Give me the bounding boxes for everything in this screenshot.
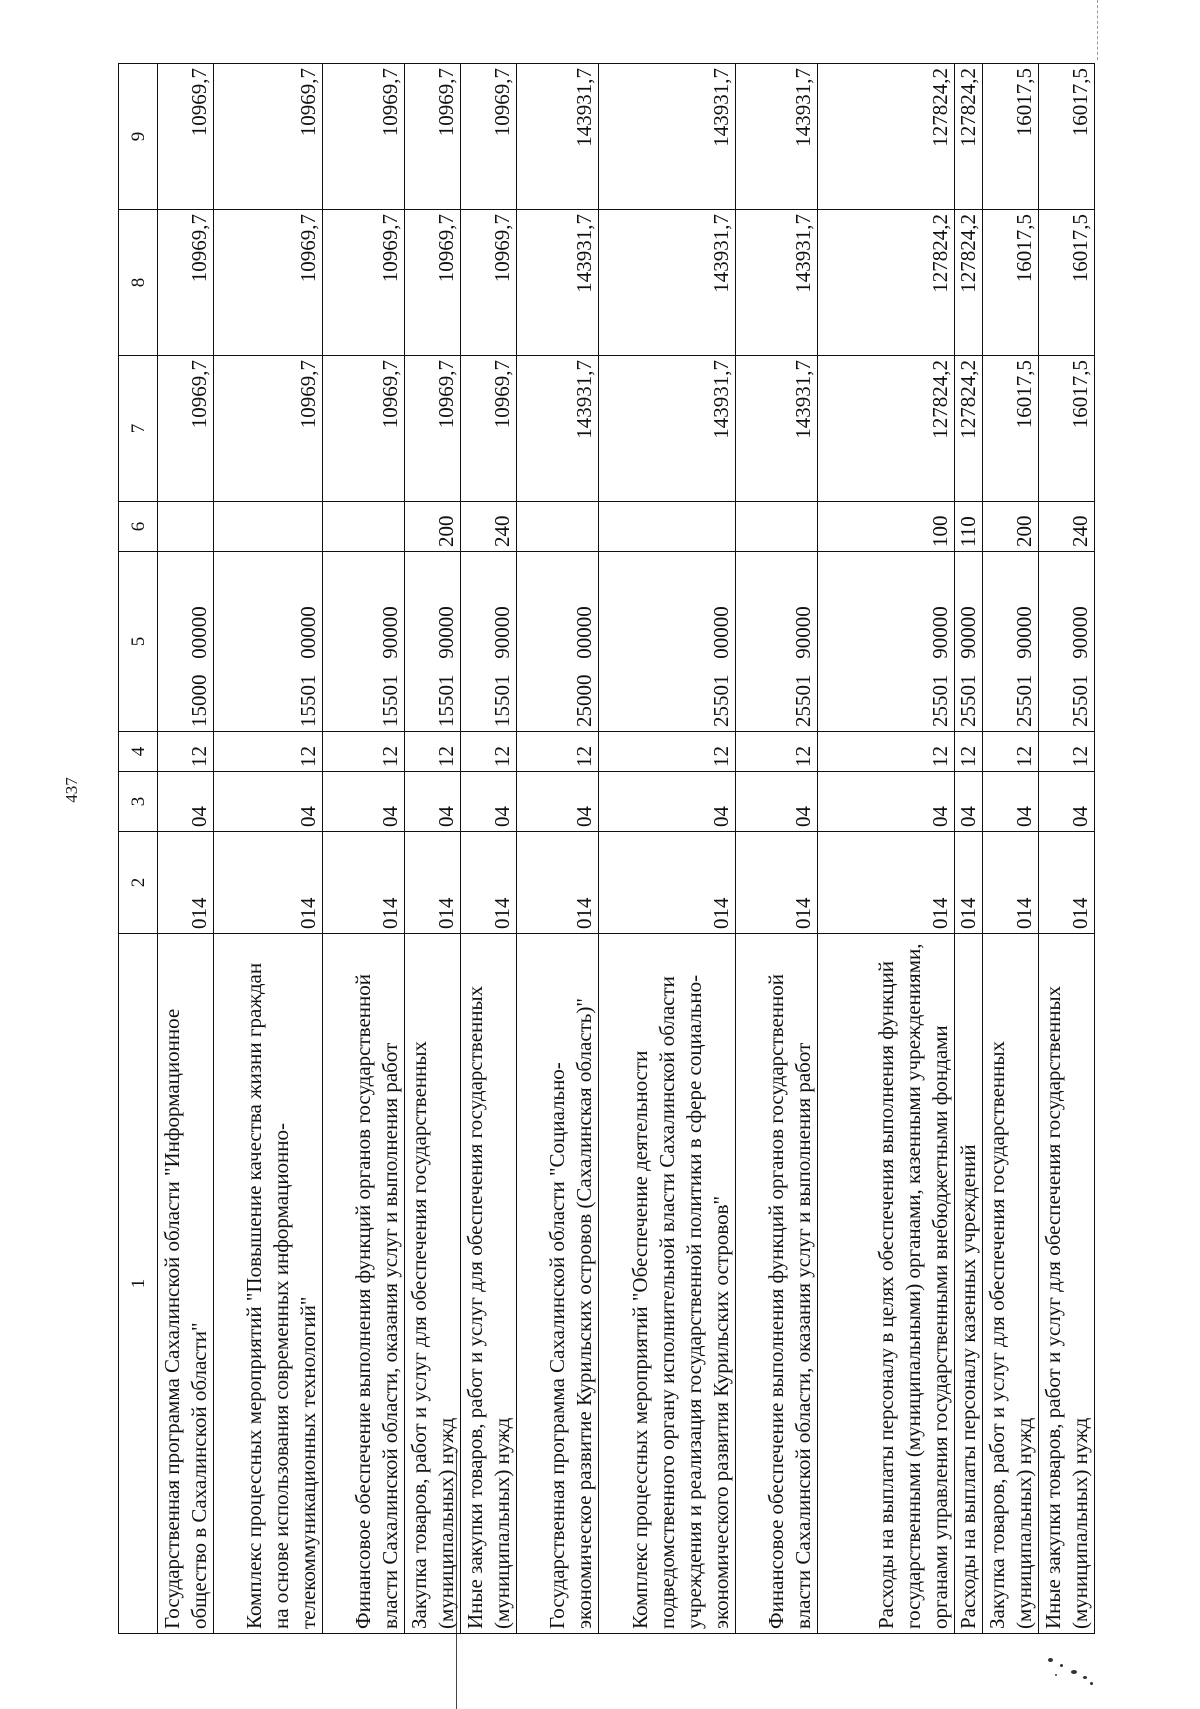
cell-amount-col8: 127824,2 [818,210,955,356]
cell-amount-col7: 10969,7 [461,356,517,502]
cell-amount-col7: 10969,7 [213,356,323,502]
row-name: Государственная программа Сахалинской области "Социально-экономическое развитие Курильских островов (Сахалинская область)" [516,934,598,1634]
cell-section: 04 [983,772,1039,832]
scan-speckle [1055,1674,1057,1676]
table-row [599,64,736,1634]
cell-expense-type [516,502,598,552]
cell-section: 04 [516,772,598,832]
table-header-row [119,64,158,1634]
cell-amount-col9: 127824,2 [954,64,982,210]
cell-section: 04 [1039,772,1095,832]
table-row [818,64,955,1634]
scan-speckle [1090,1682,1093,1685]
row-name: Финансовое обеспечение выполнения функций органов государственной власти Сахалинской области, оказания услуг и выполнения работ [323,934,405,1634]
cell-amount-col8: 16017,5 [1039,210,1095,356]
cell-amount-col7: 143931,7 [735,356,817,502]
cell-amount-col7: 10969,7 [405,356,461,502]
cell-amount-col8: 143931,7 [516,210,598,356]
cell-subsection: 12 [158,732,214,772]
page-number: 437 [62,777,81,803]
cell-expense-type: 200 [983,502,1039,552]
cell-target-article: 25501 90000 [735,552,817,732]
cell-amount-col9: 10969,7 [461,64,517,210]
cell-admin-code: 014 [461,832,517,934]
cell-expense-type: 240 [1039,502,1095,552]
table-row [1039,64,1095,1634]
cell-admin-code: 014 [735,832,817,934]
cell-subsection: 12 [405,732,461,772]
column-header: 4 [119,732,158,772]
cell-amount-col8: 16017,5 [983,210,1039,356]
cell-amount-col8: 10969,7 [213,210,323,356]
scan-speckle [1071,1670,1077,1674]
cell-expense-type [599,502,736,552]
column-header: 8 [119,210,158,356]
cell-section: 04 [954,772,982,832]
cell-target-article: 15501 00000 [213,552,323,732]
cell-expense-type: 200 [405,502,461,552]
cell-amount-col9: 143931,7 [599,64,736,210]
table-row [213,64,323,1634]
cell-target-article: 25501 90000 [983,552,1039,732]
cell-amount-col9: 16017,5 [1039,64,1095,210]
cell-amount-col9: 10969,7 [405,64,461,210]
table-row [461,64,517,1634]
row-name: Иные закупки товаров, работ и услуг для обеспечения государственных (муниципальных) нужд [461,934,517,1634]
cell-amount-col7: 10969,7 [323,356,405,502]
cell-section: 04 [735,772,817,832]
cell-section: 04 [213,772,323,832]
cell-amount-col8: 143931,7 [735,210,817,356]
cell-target-article: 25501 00000 [599,552,736,732]
scan-artifact-dashed-line [1097,0,1099,60]
table-row [516,64,598,1634]
cell-amount-col7: 16017,5 [983,356,1039,502]
table-row [405,64,461,1634]
cell-amount-col8: 10969,7 [158,210,214,356]
cell-amount-col8: 10969,7 [323,210,405,356]
cell-section: 04 [158,772,214,832]
table-row [323,64,405,1634]
cell-amount-col7: 16017,5 [1039,356,1095,502]
cell-expense-type [213,502,323,552]
rotated-table-container [118,64,1095,1634]
cell-subsection: 12 [1039,732,1095,772]
cell-admin-code: 014 [213,832,323,934]
row-name: Иные закупки товаров, работ и услуг для обеспечения государственных (муниципальных) нужд [1039,934,1095,1634]
cell-section: 04 [461,772,517,832]
row-name: Комплекс процессных мероприятий "Повышение качества жизни граждан на основе использования современных информационно-телекоммуникационных технологий" [213,934,323,1634]
cell-admin-code: 014 [599,832,736,934]
column-header: 3 [119,772,158,832]
row-name: Расходы на выплаты персоналу в целях обеспечения выполнения функций государственными (муниципальными) органами, казенными учреждениями, органами управления государственными внебюджетными фондами [818,934,955,1634]
cell-amount-col9: 10969,7 [158,64,214,210]
cell-admin-code: 014 [158,832,214,934]
scan-speckle [1083,1676,1087,1679]
cell-subsection: 12 [516,732,598,772]
cell-amount-col8: 10969,7 [405,210,461,356]
cell-amount-col7: 143931,7 [599,356,736,502]
cell-amount-col8: 10969,7 [461,210,517,356]
cell-admin-code: 014 [323,832,405,934]
cell-admin-code: 014 [954,832,982,934]
column-header: 6 [119,502,158,552]
column-header: 5 [119,552,158,732]
cell-subsection: 12 [461,732,517,772]
cell-subsection: 12 [323,732,405,772]
cell-amount-col7: 127824,2 [954,356,982,502]
cell-admin-code: 014 [1039,832,1095,934]
scan-speckle [1048,1658,1053,1662]
cell-subsection: 12 [983,732,1039,772]
cell-amount-col8: 127824,2 [954,210,982,356]
budget-table [118,63,1095,1634]
column-header: 1 [119,934,158,1634]
cell-amount-col9: 10969,7 [323,64,405,210]
cell-expense-type: 110 [954,502,982,552]
cell-section: 04 [405,772,461,832]
cell-amount-col9: 143931,7 [516,64,598,210]
cell-amount-col9: 10969,7 [213,64,323,210]
cell-subsection: 12 [818,732,955,772]
cell-target-article: 25501 90000 [818,552,955,732]
column-header: 2 [119,832,158,934]
cell-expense-type: 240 [461,502,517,552]
cell-amount-col7: 10969,7 [158,356,214,502]
row-name: Финансовое обеспечение выполнения функций органов государственной власти Сахалинской области, оказания услуг и выполнения работ [735,934,817,1634]
table-row [735,64,817,1634]
cell-section: 04 [599,772,736,832]
cell-amount-col7: 127824,2 [818,356,955,502]
scan-speckle [1060,1664,1063,1667]
row-name: Расходы на выплаты персоналу казенных учреждений [954,934,982,1634]
cell-target-article: 15501 90000 [323,552,405,732]
table-row [983,64,1039,1634]
table-row [158,64,214,1634]
row-name: Закупка товаров, работ и услуг для обеспечения государственных (муниципальных) нужд [983,934,1039,1634]
cell-target-article: 25501 90000 [954,552,982,732]
row-name: Закупка товаров, работ и услуг для обеспечения государственных (муниципальных) нужд [405,934,461,1634]
cell-section: 04 [323,772,405,832]
cell-expense-type: 100 [818,502,955,552]
cell-subsection: 12 [213,732,323,772]
cell-subsection: 12 [599,732,736,772]
cell-target-article: 25000 00000 [516,552,598,732]
cell-subsection: 12 [735,732,817,772]
cell-admin-code: 014 [516,832,598,934]
cell-amount-col9: 16017,5 [983,64,1039,210]
cell-target-article: 15000 00000 [158,552,214,732]
cell-amount-col9: 143931,7 [735,64,817,210]
cell-expense-type [158,502,214,552]
cell-section: 04 [818,772,955,832]
cell-amount-col8: 143931,7 [599,210,736,356]
cell-subsection: 12 [954,732,982,772]
row-name: Государственная программа Сахалинской области "Информационное общество в Сахалинской области" [158,934,214,1634]
column-header: 7 [119,356,158,502]
cell-amount-col9: 127824,2 [818,64,955,210]
cell-amount-col7: 143931,7 [516,356,598,502]
cell-admin-code: 014 [405,832,461,934]
cell-expense-type [323,502,405,552]
table-row [954,64,982,1634]
column-header: 9 [119,64,158,210]
cell-target-article: 15501 90000 [405,552,461,732]
cell-target-article: 15501 90000 [461,552,517,732]
row-name: Комплекс процессных мероприятий "Обеспечение деятельности подведомственного органу исполнительной власти Сахалинской области учреждения и реализация государственной политики в сфере социально-экономического развития Курильских островов" [599,934,736,1634]
cell-expense-type [735,502,817,552]
cell-target-article: 25501 90000 [1039,552,1095,732]
cell-admin-code: 014 [983,832,1039,934]
cell-admin-code: 014 [818,832,955,934]
